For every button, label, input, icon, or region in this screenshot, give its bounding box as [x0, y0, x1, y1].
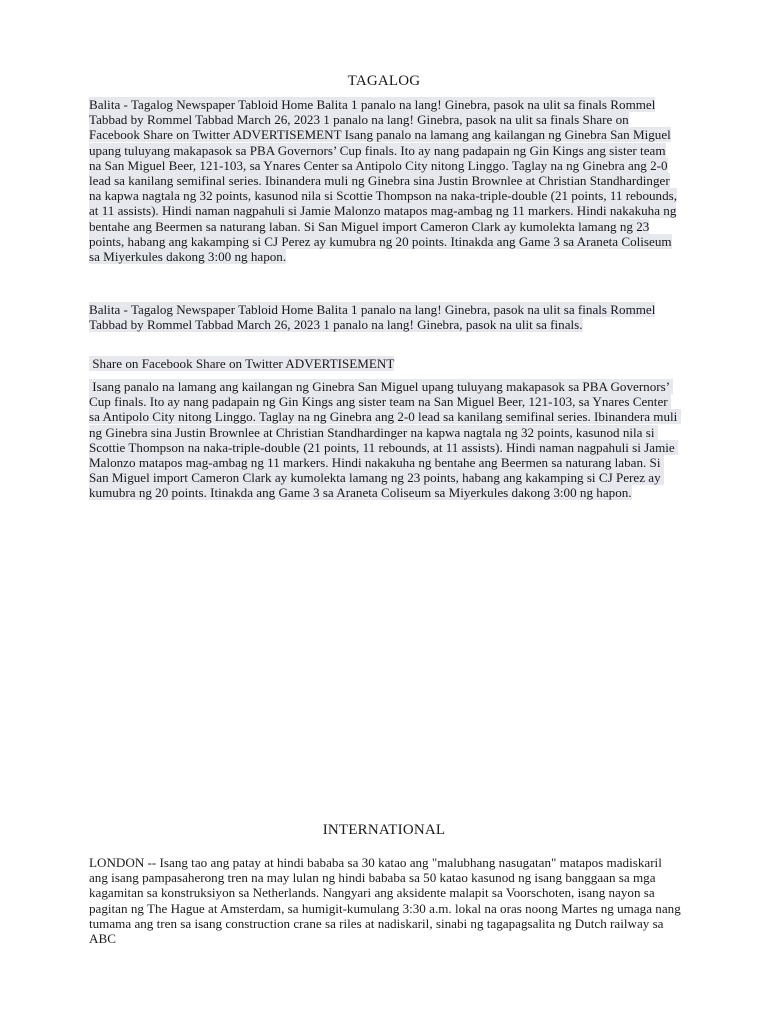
tagalog-paragraph-4	[89, 379, 681, 501]
tagalog-share-line	[89, 356, 681, 371]
highlighted-text: Share on Facebook Share on Twitter ADVERTISEMENT	[89, 356, 395, 371]
highlighted-text: Balita - Tagalog Newspaper Tabloid Home Balita 1 panalo na lang! Ginebra, pasok na ulit sa finals Rommel Tabbad by Rommel Tabbad March 26, 2023 1 panalo na lang! Ginebra, pasok na ulit sa finals.	[89, 302, 656, 333]
international-paragraph-1: LONDON -- Isang tao ang patay at hindi bababa sa 30 katao ang "malubhang nasugatan" matapos madiskaril ang isang pampasaherong tren na may lulan ng hindi bababa sa 50 katao kasunod ng isang banggaan sa mga kagamitan sa konstruksiyon sa Netherlands. Nangyari ang aksidente malapit sa Voorschoten, isang nayon sa pagitan ng The Hague at Amsterdam, sa humigit-kumulang 3:30 a.m. lokal na oras noong Martes ng umaga nang tumama ang tren sa isang construction crane sa riles at nadiskaril, sinabi ng tagapagsalita ng Dutch railway sa ABC	[89, 855, 681, 947]
tagalog-paragraph-2	[89, 302, 681, 332]
highlighted-text: Balita - Tagalog Newspaper Tabloid Home Balita 1 panalo na lang! Ginebra, pasok na ulit sa finals Rommel Tabbad by Rommel Tabbad March 26, 2023 1 panalo na lang! Ginebra, pasok na ulit sa finals Share on Facebook Share on Twitter ADVERTISEMENT Isang panalo na lamang ang kailangan ng Ginebra San Miguel upang tuluyang makapasok sa PBA Governors’ Cup finals. Ito ay nang padapain ng Gin Kings ang sister team na San Miguel Beer, 121-103, sa Ynares Center sa Antipolo City nitong Linggo. Taglay na ng Ginebra ang 2-0 lead sa kanilang semifinal series. Ibinandera muli ng Ginebra sina Justin Brownlee at Christian Standhardinger na kapwa nagtala ng 32 points, kasunod nila si Scottie Thompson na naka-triple-double (21 points, 11 rebounds, at 11 assists). Hindi naman nagpahuli si Jamie Malonzo matapos mag-ambag ng 11 markers. Hindi nakakuha ng bentahe ang Beermen sa naturang laban. Si San Miguel import Cameron Clark ay kumolekta lamang ng 23 points, habang ang kakamping si CJ Perez ay kumubra ng 20 points. Itinakda ang Game 3 sa Araneta Coliseum sa Miyerkules dakong 3:00 ng hapon.	[89, 97, 678, 265]
section-heading-tagalog: TAGALOG	[347, 73, 421, 89]
section-heading-international: INTERNATIONAL	[322, 822, 446, 838]
tagalog-paragraph-1	[89, 97, 681, 264]
highlighted-text: Isang panalo na lamang ang kailangan ng Ginebra San Miguel upang tuluyang makapasok sa PBA Governors’ Cup finals. Ito ay nang padapain ng Gin Kings ang sister team na San Miguel Beer, 121-103, sa Ynares Center sa Antipolo City nitong Linggo. Taglay na ng Ginebra ang 2-0 lead sa kanilang semifinal series. Ibinandera muli ng Ginebra sina Justin Brownlee at Christian Standhardinger na kapwa nagtala ng 32 points, kasunod nila si Scottie Thompson na naka-triple-double (21 points, 11 rebounds, at 11 assists). Hindi naman nagpahuli si Jamie Malonzo matapos mag-ambag ng 11 markers. Hindi nakakuha ng bentahe ang Beermen sa naturang laban. Si San Miguel import Cameron Clark ay kumolekta lamang ng 23 points, habang ang kakamping si CJ Perez ay kumubra ng 20 points. Itinakda ang Game 3 sa Araneta Coliseum sa Miyerkules dakong 3:00 ng hapon.	[89, 379, 681, 501]
